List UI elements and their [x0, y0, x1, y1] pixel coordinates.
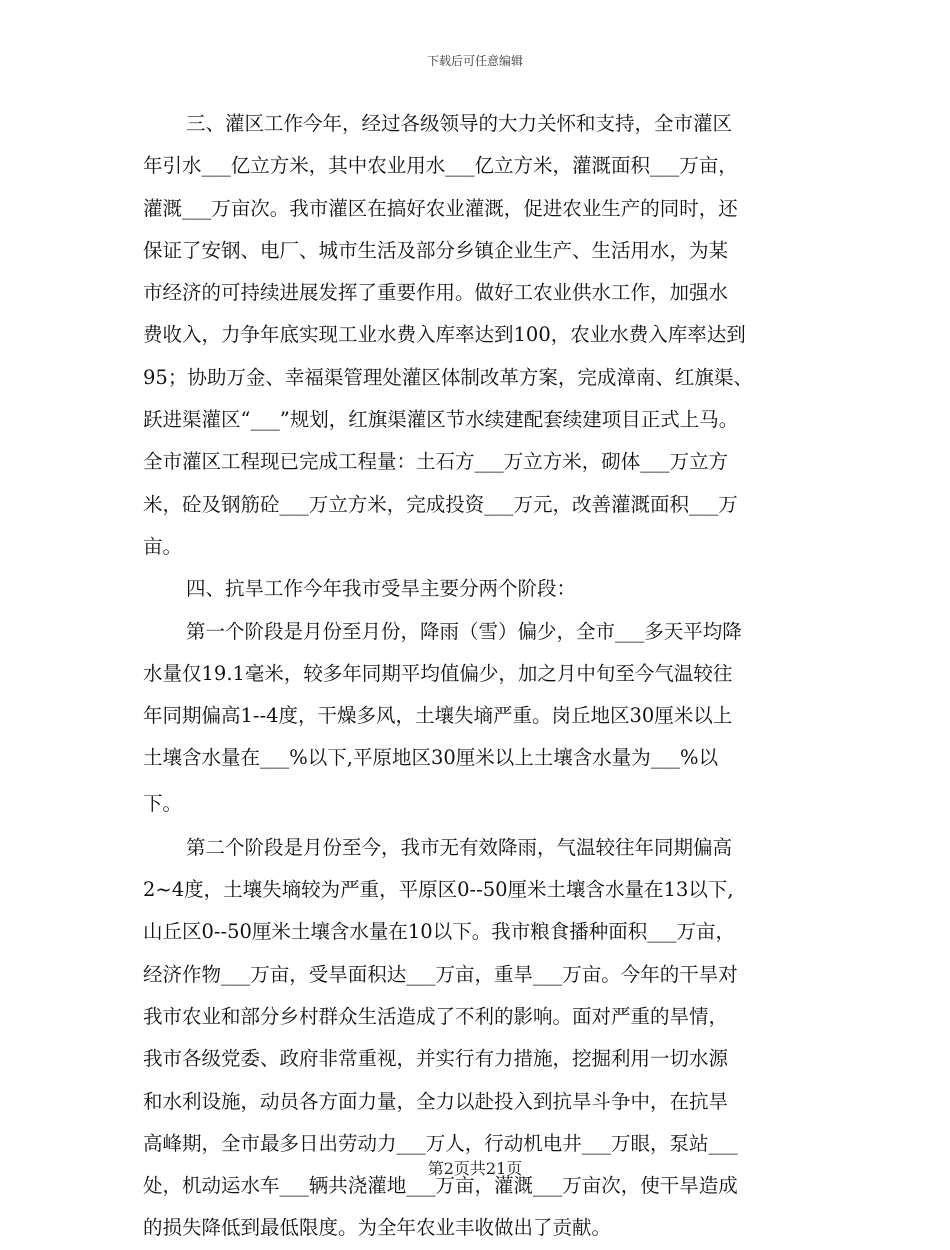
- text-line: 我市农业和部分乡村群众生活造成了不利的影响。面对严重的旱情，: [143, 1004, 729, 1028]
- text-line: 我市各级党委、政府非常重视，并实行有力措施，挖掘利用一切水源: [143, 1047, 729, 1071]
- text-line: 的损失降低到最低限度。为全年农业丰收做出了贡献。: [143, 1216, 612, 1240]
- text-line: 三、灌区工作今年，经过各级领导的大力关怀和支持，全市灌区: [186, 112, 733, 135]
- text-line: 95；协助万金、幸福渠管理处灌区体制改革方案，完成漳南、红旗渠、: [143, 365, 753, 389]
- text-line: 山丘区0--50厘米土壤含水量在10以下。我市粮食播种面积___万亩，: [143, 920, 735, 944]
- document-body: [143, 103, 813, 1250]
- text-line: 费收入，力争年底实现工业水费入库率达到100，农业水费入库率达到: [143, 323, 746, 347]
- text-line: 土壤含水量在___%以下,平原地区30厘米以上土壤含水量为___%以: [143, 746, 719, 770]
- text-line: 2~4度，土壤失墒较为严重，平原区0--50厘米土壤含水量在13以下,: [143, 878, 734, 902]
- text-line: 市经济的可持续进展发挥了重要作用。做好工农业供水工作，加强水: [143, 281, 729, 305]
- text-line: 跃进渠灌区“___”规划，红旗渠灌区节水续建配套续建项目正式上马。: [143, 408, 739, 432]
- text-line: 年引水___亿立方米，其中农业用水___亿立方米，灌溉面积___万亩，: [143, 154, 738, 178]
- text-line: 和水利设施，动员各方面力量，全力以赴投入到抗旱斗争中，在抗旱: [143, 1089, 729, 1113]
- text-line: 第二个阶段是月份至今，我市无有效降雨，气温较往年同期偏高: [186, 835, 733, 859]
- text-line: 年同期偏高1--4度，干燥多风，土壤失墒严重。岗丘地区30厘米以上: [143, 704, 733, 728]
- text-line: 亩。: [143, 534, 183, 558]
- text-line: 米，砼及钢筋砼___万立方米，完成投资___万元，改善灌溉面积___万: [143, 492, 738, 516]
- text-line: 经济作物___万亩，受旱面积达___万亩，重旱___万亩。今年的干旱对: [143, 962, 738, 986]
- page-number: 第2页共21页: [427, 1159, 523, 1178]
- text-line: 保证了安钢、电厂、城市生活及部分乡镇企业生产、生活用水，为某: [143, 238, 729, 262]
- text-line: 下。: [143, 791, 183, 815]
- text-line: 灌溉___万亩次。我市灌区在搞好农业灌溉，促进农业生产的同时，还: [143, 196, 738, 220]
- section-heading: 四、抗旱工作今年我市受旱主要分两个阶段：: [186, 577, 577, 601]
- text-line: 高峰期，全市最多日出劳动力___万人，行动机电井___万眼，泵站___: [143, 1131, 738, 1155]
- text-line: 第一个阶段是月份至月份，降雨（雪）偏少，全市___多天平均降: [186, 619, 742, 643]
- text-line: 处，机动运水车___辆共浇灌地___万亩，灌溉___万亩次，使干旱造成: [143, 1174, 738, 1198]
- text-line: 全市灌区工程现已完成工程量：土石方___万立方米，砌体___万立方: [143, 450, 729, 474]
- page-header: 下载后可任意编辑: [426, 54, 523, 68]
- text-line: 水量仅19.1毫米，较多年同期平均值偏少，加之月中旬至今气温较往: [143, 661, 733, 685]
